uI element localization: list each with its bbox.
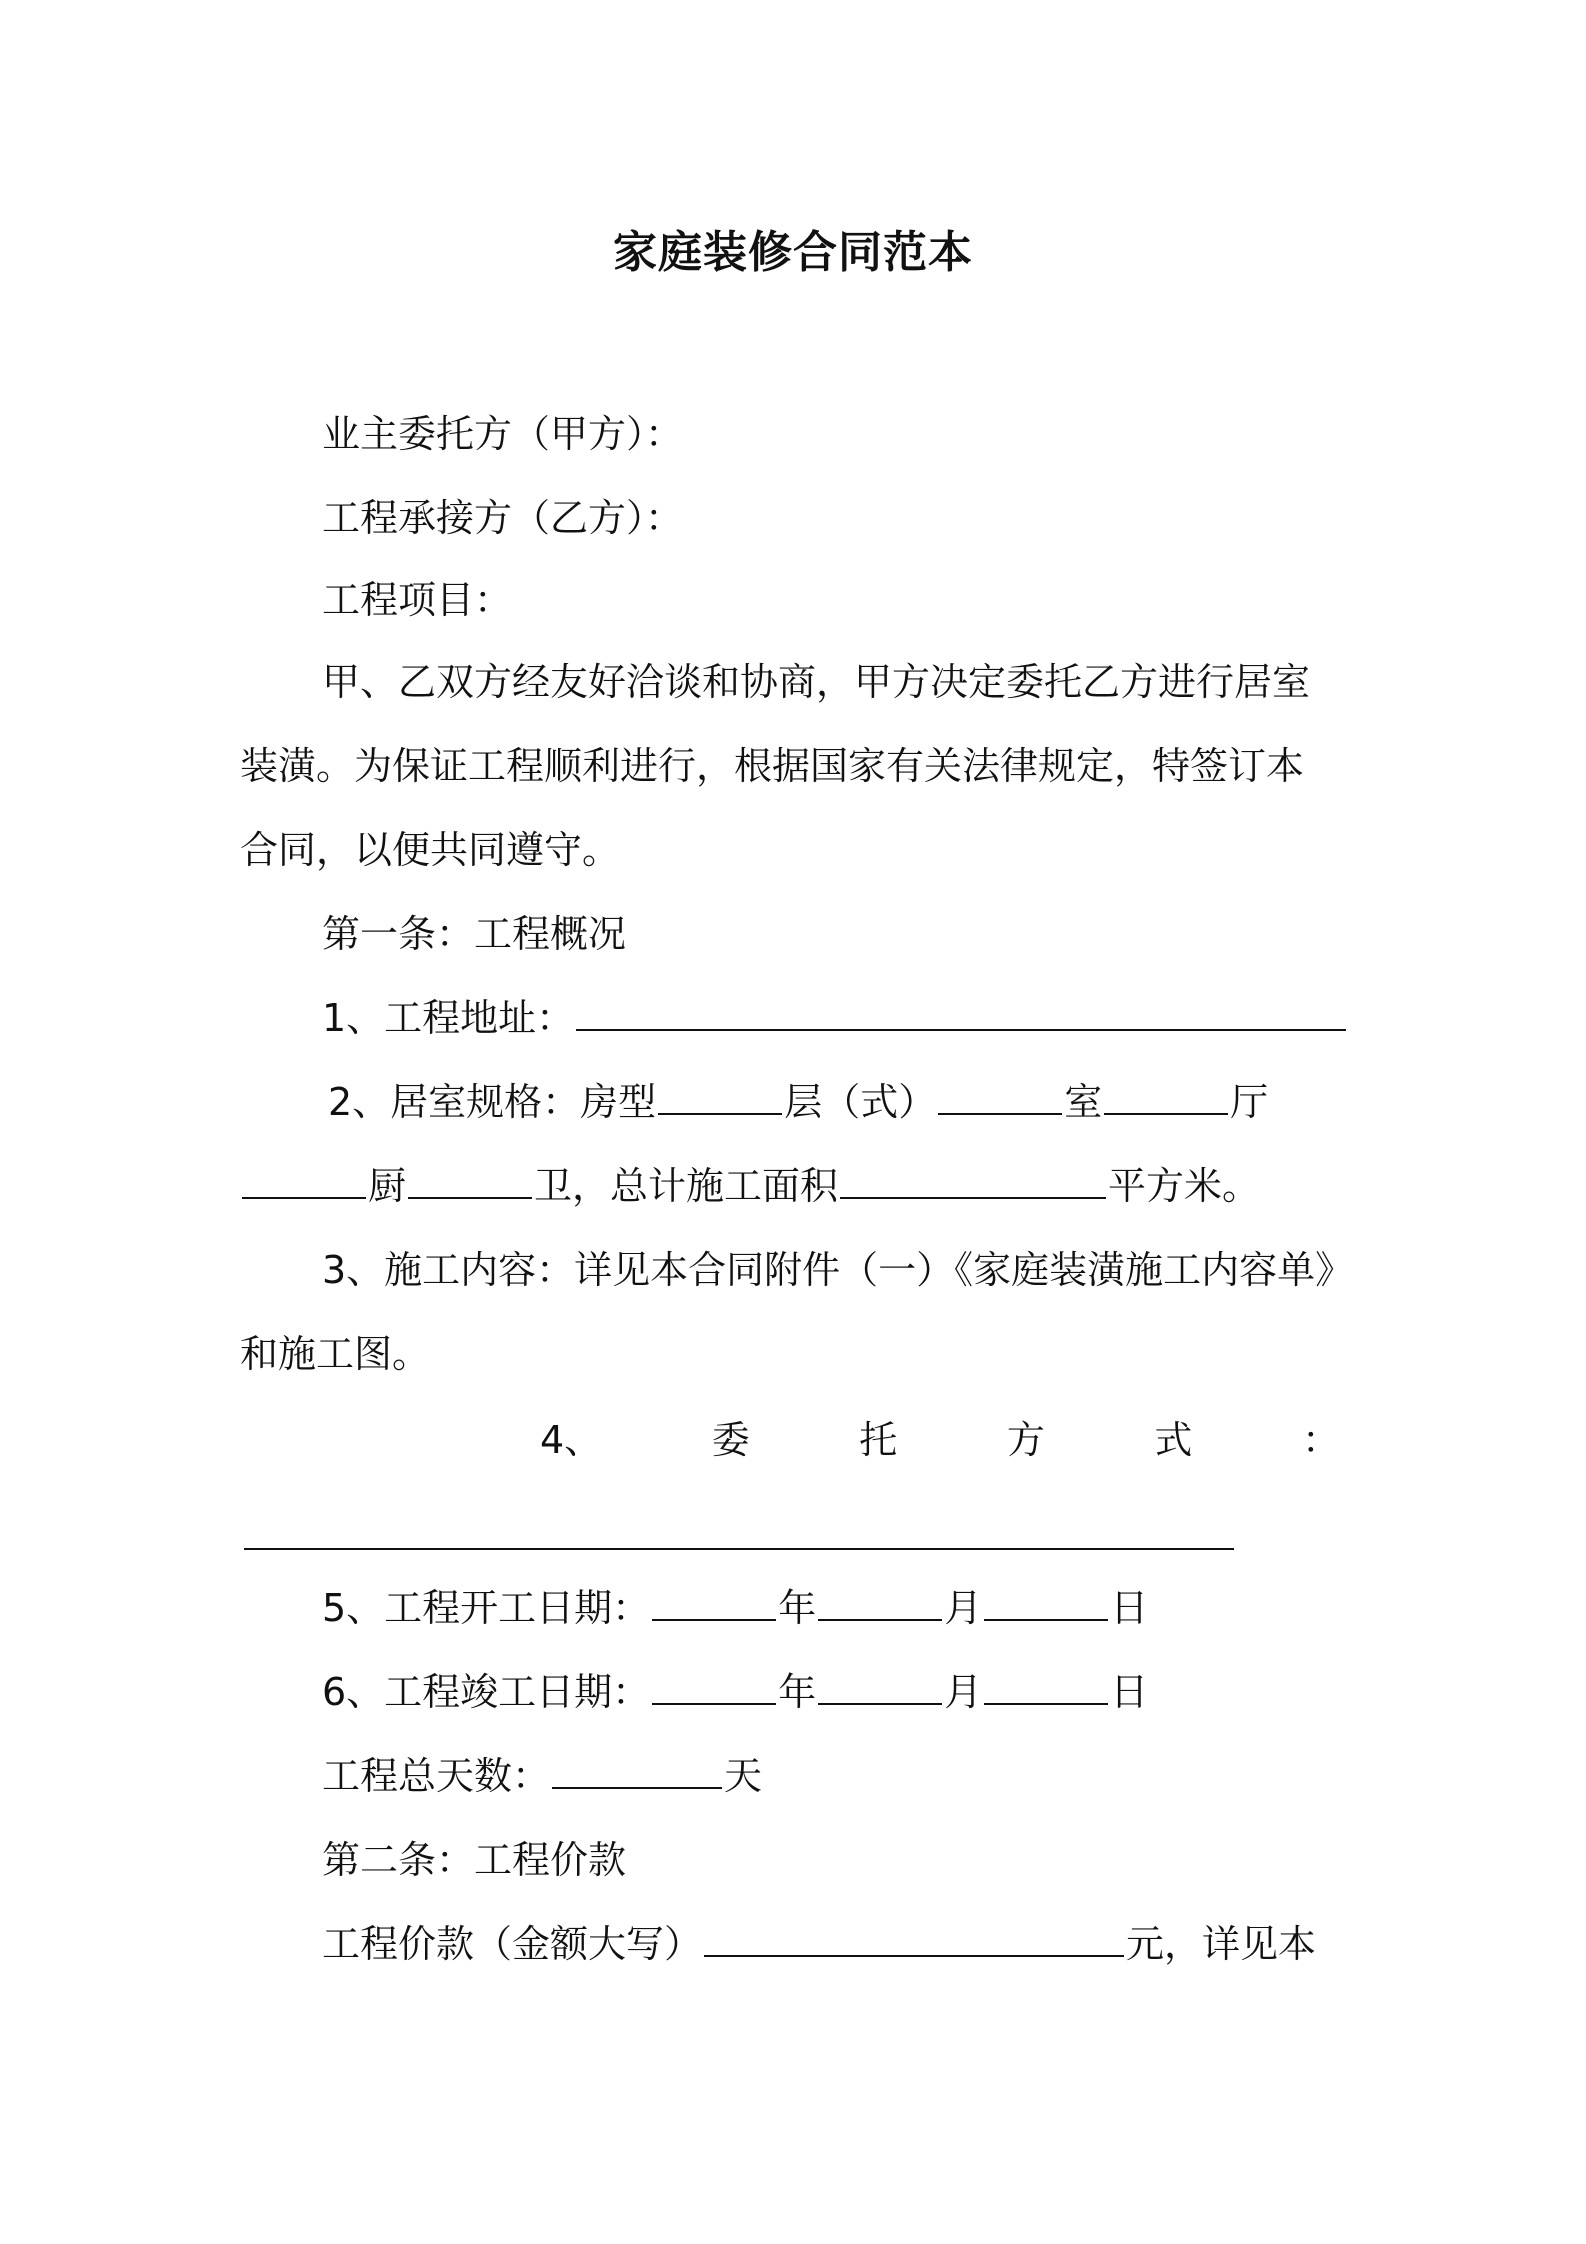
- item-6-end-date: [322, 1668, 1148, 1716]
- total-days: [322, 1752, 762, 1800]
- item-5-label: 5、工程开工日期：: [322, 1586, 651, 1630]
- item-2-label: 2、居室规格：房型: [328, 1080, 657, 1124]
- kitchens-blank: [242, 1163, 366, 1199]
- price-suffix: 元，详见本: [1126, 1922, 1317, 1966]
- party-b-label: 工程承接方（乙方）：: [322, 496, 684, 540]
- item-6-year: 年: [778, 1670, 817, 1714]
- item-2-kitchen-label: 厨: [368, 1164, 407, 1208]
- item-2-hall-label: 厅: [1230, 1080, 1269, 1124]
- rooms-blank: [938, 1079, 1062, 1115]
- item-2-area-unit: 平方米。: [1108, 1164, 1261, 1208]
- project-label: 工程项目：: [322, 578, 513, 622]
- delegation-method-blank: [244, 1548, 1234, 1550]
- start-year-blank: [652, 1585, 776, 1621]
- item-4-number: 4、: [540, 1418, 603, 1462]
- item-6-month: 月: [944, 1670, 983, 1714]
- item-5-day: 日: [1110, 1586, 1149, 1630]
- article-2-heading: 第二条：工程价款: [322, 1838, 627, 1882]
- start-day-blank: [984, 1585, 1108, 1621]
- item-6-label: 6、工程竣工日期：: [322, 1670, 651, 1714]
- total-days-unit: 天: [724, 1754, 763, 1798]
- item-4-char-2: 托: [859, 1418, 898, 1462]
- item-4-char-1: 委: [711, 1418, 750, 1462]
- item-4-char-3: 方: [1006, 1418, 1045, 1462]
- room-type-blank: [658, 1079, 782, 1115]
- document-title: 家庭装修合同范本: [613, 227, 973, 278]
- end-month-blank: [818, 1669, 942, 1705]
- price-blank: [704, 1921, 1124, 1957]
- price-label: 工程价款（金额大写）: [322, 1922, 703, 1966]
- item-1-address: [322, 994, 1348, 1042]
- item-2-floor-label: 层（式）: [784, 1080, 937, 1124]
- total-days-label: 工程总天数：: [322, 1754, 551, 1798]
- item-5-month: 月: [944, 1586, 983, 1630]
- bathrooms-blank: [408, 1163, 532, 1199]
- item-5-start-date: [322, 1584, 1148, 1632]
- item-6-day: 日: [1110, 1670, 1149, 1714]
- intro-paragraph-line-1: 甲、乙双方经友好洽谈和协商，甲方决定委托乙方进行居室: [322, 660, 1311, 704]
- item-2-bath-area-label: 卫，总计施工面积: [534, 1164, 839, 1208]
- item-4-char-4: 式: [1154, 1418, 1193, 1462]
- item-2-room-label: 室: [1064, 1080, 1103, 1124]
- item-2-room-spec: [328, 1078, 1268, 1126]
- end-year-blank: [652, 1669, 776, 1705]
- intro-paragraph-line-3: 合同，以便共同遵守。: [240, 828, 621, 872]
- article-1-heading: 第一条：工程概况: [322, 912, 627, 956]
- halls-blank: [1104, 1079, 1228, 1115]
- item-3-line-2: 和施工图。: [240, 1332, 431, 1376]
- item-4-colon: ：: [1301, 1418, 1340, 1462]
- item-2-continued: [240, 1162, 1260, 1210]
- item-3-line-1: 3、施工内容：详见本合同附件（一）《家庭装潢施工内容单》: [322, 1248, 1354, 1292]
- item-5-year: 年: [778, 1586, 817, 1630]
- intro-paragraph-line-2: 装潢。为保证工程顺利进行，根据国家有关法律规定，特签订本: [240, 744, 1305, 788]
- item-4-delegation-method: [540, 1416, 1340, 1464]
- area-blank: [840, 1163, 1106, 1199]
- total-days-blank: [552, 1753, 722, 1789]
- end-day-blank: [984, 1669, 1108, 1705]
- start-month-blank: [818, 1585, 942, 1621]
- address-blank: [576, 995, 1346, 1031]
- item-1-label: 1、工程地址：: [322, 996, 575, 1040]
- party-a-label: 业主委托方（甲方）：: [322, 412, 684, 456]
- price-line: [322, 1920, 1316, 1968]
